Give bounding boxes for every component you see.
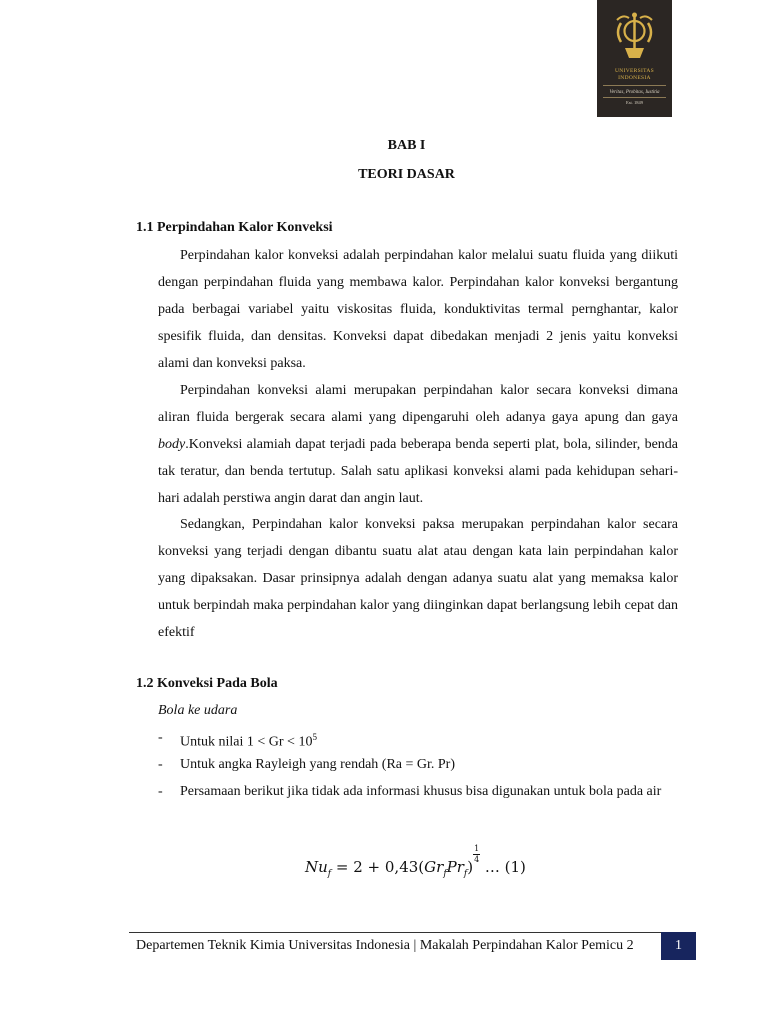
eq-pr: Pr <box>446 858 464 876</box>
university-logo <box>597 0 672 117</box>
logo-name-line2: INDONESIA <box>618 75 651 81</box>
eq-sub: f <box>443 869 447 879</box>
eq-exp-den: 4 <box>474 854 480 864</box>
logo-divider <box>603 85 666 86</box>
bullet-superscript: 5 <box>312 732 317 742</box>
section-heading-1-1: 1.1 Perpindahan Kalor Konveksi <box>136 220 333 235</box>
paragraph-text: Perpindahan kalor konveksi adalah perpindahan kalor melalui suatu fluida yang diikuti dengan perpindahan fluida yang membawa kalor. Perpindahan kalor konveksi bergantung pada berbagai variabel yaitu viskositas fluida, konduktivitas termal pernghantar, kalor spesifik fluida, dan densitas. Konveksi dapat dibedakan menjadi 2 jenis yaitu konveksi alami dan konveksi paksa. <box>158 248 678 371</box>
eq-body: = 2 + 0,43( <box>331 858 425 876</box>
paragraph-konveksi-intro <box>158 242 678 377</box>
paragraph-text: Perpindahan konveksi alami merupakan perpindahan kalor secara konveksi dimana aliran fluida bergerak secara alami yang dipengaruhi oleh adanya gaya apung dan gaya <box>158 383 678 425</box>
page-number: 1 <box>661 932 696 960</box>
paragraph-konveksi-paksa <box>158 511 678 646</box>
eq-nu: Nu <box>305 858 328 876</box>
eq-sub: f <box>463 869 468 879</box>
eq-exp-num: 1 <box>474 843 480 853</box>
eq-close: ) <box>467 858 474 876</box>
subsection-title: Bola ke udara <box>158 703 238 718</box>
makara-emblem-icon <box>611 10 658 65</box>
section-heading-1-2: 1.2 Konveksi Pada Bola <box>136 676 278 691</box>
paragraph-italic-term: body <box>158 437 186 452</box>
eq-tag: … (1) <box>480 858 526 876</box>
bullet-marker: - <box>158 730 163 745</box>
eq-gr: Gr <box>424 858 444 876</box>
bullet-item: Untuk angka Rayleigh yang rendah (Ra = Gr. Pr) <box>180 757 455 772</box>
logo-established: Est. 1849 <box>625 100 643 105</box>
paragraph-text: Sedangkan, Perpindahan kalor konveksi paksa merupakan perpindahan kalor secara konveksi yang terjadi dengan dibantu suatu alat atau dengan kata lain perpindahan kalor yang dipaksakan. Dasar prinsipnya adalah dengan adanya suatu alat yang memaksa kalor untuk berpindah maka perpindahan kalor yang diinginkan dapat berlangsung lebih cepat dan efektif <box>158 517 678 640</box>
chapter-number: BAB I <box>387 138 426 153</box>
logo-name-line1: UNIVERSITAS <box>615 68 654 74</box>
chapter-title: TEORI DASAR <box>358 167 455 182</box>
bullet-marker: - <box>158 757 163 772</box>
bullet-text: Untuk nilai 1 < Gr < 10 <box>180 734 313 750</box>
eq-exponent <box>473 845 480 864</box>
bullet-marker: - <box>158 784 163 799</box>
footer-text: Departemen Teknik Kimia Universitas Indonesia | Makalah Perpindahan Kalor Pemicu 2 <box>136 938 634 953</box>
paragraph-konveksi-alami <box>158 377 678 512</box>
bullet-item: Persamaan berikut jika tidak ada informasi khusus bisa digunakan untuk bola pada air <box>180 784 662 799</box>
equation-nusselt <box>305 843 526 879</box>
paragraph-text: .Konveksi alamiah dapat terjadi pada beberapa benda seperti plat, bola, silinder, benda tak teratur, dan benda tertutup. Salah satu aplikasi konveksi alami pada kehidupan sehari-hari adalah perstiwa angin darat dan angin laut. <box>158 437 678 506</box>
eq-sub: f <box>327 869 332 879</box>
logo-motto: Veritas, Probitas, Iustitia <box>609 90 660 95</box>
footer-divider <box>129 932 696 933</box>
logo-divider <box>603 97 666 98</box>
